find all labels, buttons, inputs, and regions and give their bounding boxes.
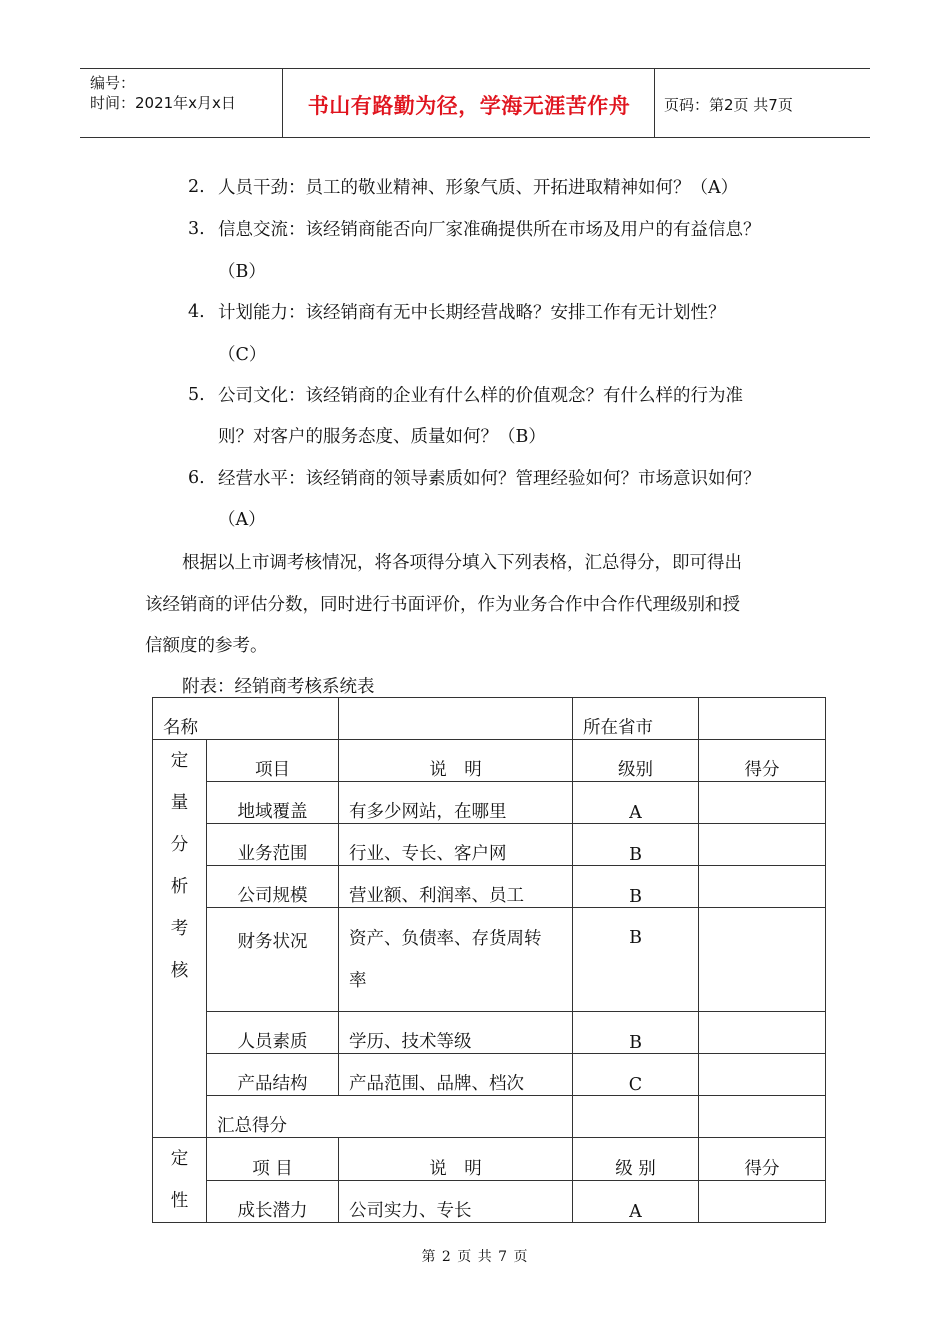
header-time-label: 时间：2021年x月x日 <box>90 94 236 112</box>
row-score <box>699 782 826 824</box>
row-score <box>699 1012 826 1054</box>
section-char: 量 <box>170 793 189 813</box>
item-text: 则？对客户的服务态度、质量如何？（B） <box>218 427 546 447</box>
name-value <box>339 698 573 740</box>
table-row <box>153 908 826 1012</box>
section-char: 考 <box>170 919 189 939</box>
col-header-score: 得分 <box>699 1138 826 1181</box>
row-item: 人员素质 <box>207 1012 339 1054</box>
table-row <box>153 866 826 908</box>
table-row <box>153 782 826 824</box>
row-item: 业务范围 <box>207 824 339 866</box>
item-text: （C） <box>218 345 267 365</box>
item-number: 6. <box>188 468 205 488</box>
summary-line: 根据以上市调考核情况，将各项得分填入下列表格，汇总得分，即可得出 <box>182 553 742 573</box>
table-row <box>153 824 826 866</box>
total-score-label: 汇总得分 <box>207 1096 573 1138</box>
table-row <box>153 1096 826 1138</box>
row-level: B <box>573 908 699 1012</box>
col-header-level: 级别 <box>573 740 699 782</box>
qual-section-label <box>153 1138 207 1223</box>
row-level: A <box>573 1180 699 1223</box>
header-divider <box>654 69 655 137</box>
header-meta <box>90 73 236 113</box>
item-text: 经营水平：该经销商的领导素质如何？管理经验如何？市场意识如何？ <box>218 469 761 489</box>
header-motto: 书山有路勤为径，学海无涯苦作舟 <box>307 94 631 118</box>
table-caption: 附表：经销商考核系统表 <box>182 677 375 697</box>
row-desc: 营业额、利润率、员工 <box>339 866 573 908</box>
total-score-value <box>573 1096 699 1138</box>
row-desc: 有多少网站，在哪里 <box>339 782 573 824</box>
page-header <box>80 68 870 138</box>
item-number: 2. <box>188 177 205 197</box>
evaluation-table <box>152 697 826 1223</box>
quant-section-label <box>153 740 207 1138</box>
item-text: （A） <box>218 510 266 530</box>
row-desc-line: 率 <box>349 971 367 991</box>
row-item: 成长潜力 <box>207 1180 339 1223</box>
province-value <box>699 698 826 740</box>
row-desc: 产品范围、品牌、档次 <box>339 1054 573 1096</box>
section-char: 性 <box>170 1191 189 1211</box>
row-item: 公司规模 <box>207 866 339 908</box>
section-char: 分 <box>170 835 189 855</box>
row-item: 财务状况 <box>207 908 339 1012</box>
item-text: （B） <box>218 262 266 282</box>
col-header-score: 得分 <box>699 740 826 782</box>
item-text: 计划能力：该经销商有无中长期经营战略？安排工作有无计划性？ <box>218 303 726 323</box>
col-header-desc: 说 明 <box>339 1138 573 1181</box>
item-number: 3. <box>188 219 205 239</box>
row-desc: 公司实力、专长 <box>339 1180 573 1223</box>
item-number: 5. <box>188 385 205 405</box>
row-desc-line: 资产、负债率、存货周转 <box>349 929 542 949</box>
province-label: 所在省市 <box>573 698 699 740</box>
table-row <box>153 1180 826 1223</box>
name-label: 名称 <box>153 698 339 740</box>
table-row <box>153 1054 826 1096</box>
row-level: B <box>573 824 699 866</box>
row-desc: 行业、专长、客户网 <box>339 824 573 866</box>
row-desc: 学历、技术等级 <box>339 1012 573 1054</box>
row-item: 产品结构 <box>207 1054 339 1096</box>
col-header-item: 项目 <box>207 740 339 782</box>
header-page-info: 页码：第2页 共7页 <box>664 96 793 114</box>
section-char: 析 <box>170 877 189 897</box>
col-header-desc: 说 明 <box>339 740 573 782</box>
summary-line: 该经销商的评估分数，同时进行书面评价，作为业务合作中合作代理级别和授 <box>145 595 740 615</box>
item-text: 信息交流：该经销商能否向厂家准确提供所在市场及用户的有益信息？ <box>218 220 761 240</box>
section-char: 定 <box>170 1149 189 1169</box>
item-number: 4. <box>188 302 205 322</box>
table-row <box>153 698 826 740</box>
table-row <box>153 740 826 782</box>
col-header-level: 级 别 <box>573 1138 699 1181</box>
row-level: A <box>573 782 699 824</box>
header-divider <box>282 69 283 137</box>
row-level: B <box>573 1012 699 1054</box>
row-level: B <box>573 866 699 908</box>
row-score <box>699 908 826 1012</box>
row-score <box>699 824 826 866</box>
row-score <box>699 866 826 908</box>
summary-line: 信额度的参考。 <box>145 636 268 656</box>
row-level: C <box>573 1054 699 1096</box>
row-score <box>699 1180 826 1223</box>
row-desc <box>339 908 573 1012</box>
table-row <box>153 1138 826 1181</box>
header-number-label: 编号： <box>90 74 136 92</box>
page-footer: 第 2 页 共 7 页 <box>421 1249 529 1265</box>
section-char: 核 <box>170 961 189 981</box>
total-empty <box>699 1096 826 1138</box>
item-text: 公司文化：该经销商的企业有什么样的价值观念？有什么样的行为准 <box>218 386 743 406</box>
table-row <box>153 1012 826 1054</box>
col-header-item: 项 目 <box>207 1138 339 1181</box>
section-char: 定 <box>170 751 189 771</box>
item-text: 人员干劲：员工的敬业精神、形象气质、开拓进取精神如何？（A） <box>218 178 739 198</box>
row-item: 地域覆盖 <box>207 782 339 824</box>
row-score <box>699 1054 826 1096</box>
